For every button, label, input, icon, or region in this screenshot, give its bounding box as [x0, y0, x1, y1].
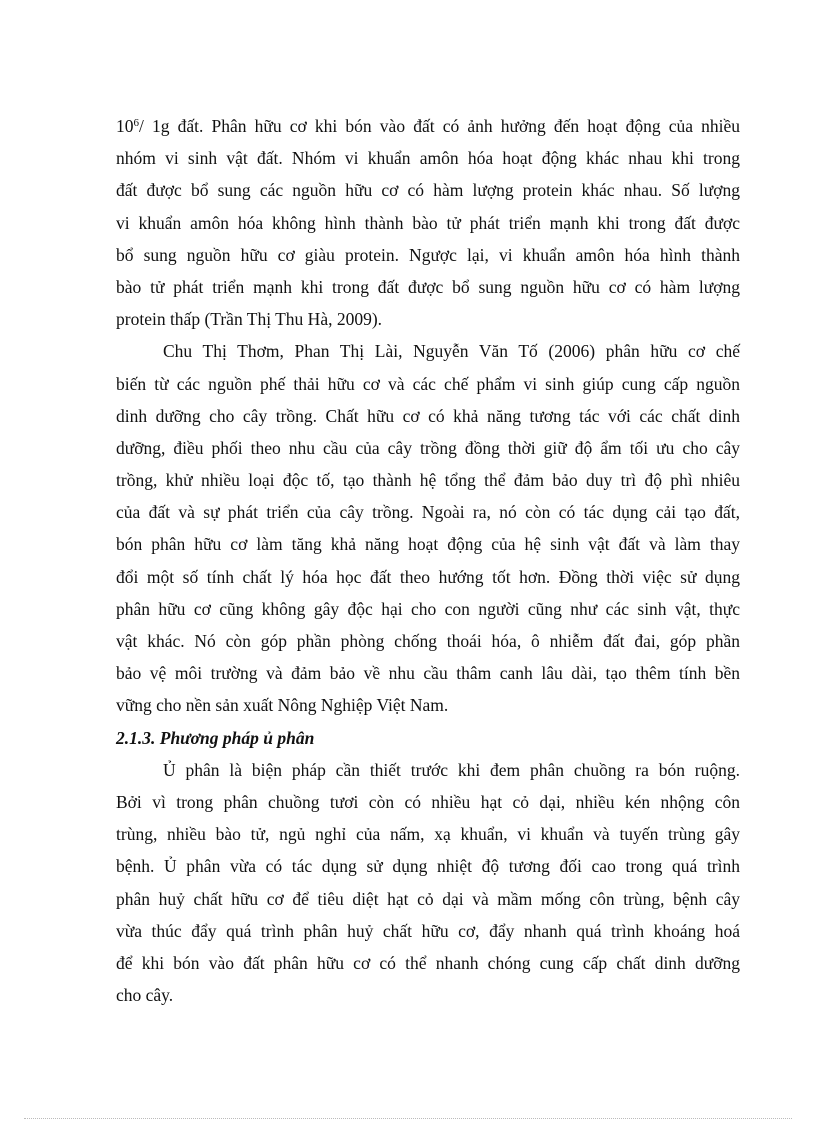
paragraph-line: protein thấp (Trần Thị Thu Hà, 2009). — [116, 309, 383, 330]
paragraph-line: vật khác. Nó còn góp phần phòng chống thoái hóa, ô nhiễm đất đai, góp phần — [116, 631, 740, 651]
exponent-superscript: 6 — [133, 117, 139, 129]
paragraph-line: vững cho nền sản xuất Nông Nghiệp Việt Nam. — [116, 695, 449, 716]
exponent-base: 10 — [116, 116, 134, 136]
paragraph-line: phân huỷ chất hữu cơ để tiêu diệt hạt cỏ dại và mầm mống côn trùng, bệnh cây — [116, 888, 740, 909]
paragraph-line: Ủ phân là biện pháp cần thiết trước khi đem phân chuồng ra bón ruộng. — [163, 759, 740, 780]
paragraph-line-text: / 1g đất. Phân hữu cơ khi bón vào đất có ảnh hưởng đến hoạt động của nhiều — [139, 116, 740, 136]
paragraph-line: trồng, khử nhiều loại độc tố, tạo thành hệ tổng thể đảm bảo duy trì độ phì nhiêu — [116, 470, 740, 491]
paragraph-line: bổ sung nguồn hữu cơ giàu protein. Ngược lại, vi khuẩn amôn hóa hình thành — [116, 244, 740, 265]
paragraph-line: nhóm vi sinh vật đất. Nhóm vi khuẩn amôn hóa hoạt động khác nhau khi trong — [116, 148, 740, 169]
paragraph-line: bào tử phát triển mạnh khi trong đất được bổ sung nguồn hữu cơ có hàm lượng — [116, 276, 740, 297]
page-bottom-divider — [24, 1118, 792, 1119]
paragraph-line: của đất và sự phát triển của cây trồng. Ngoài ra, nó còn có tác dụng cải tạo đất, — [116, 502, 740, 523]
paragraph-line: Bởi vì trong phân chuồng tươi còn có nhiều hạt cỏ dại, nhiều kén nhộng côn — [116, 791, 740, 812]
paragraph-line: dinh dưỡng cho cây trồng. Chất hữu cơ có khả năng tương tác với các chất dinh — [116, 405, 740, 426]
paragraph-2 — [116, 335, 740, 721]
paragraph-line: để khi bón vào đất phân hữu cơ có thể nhanh chóng cung cấp chất dinh dưỡng — [116, 952, 740, 973]
paragraph-line: đổi một số tính chất lý hóa học đất theo hướng tốt hơn. Đồng thời việc sử dụng — [116, 566, 740, 587]
paragraph-line: trùng, nhiều bào tử, ngủ nghỉ của nấm, xạ khuẩn, vi khuẩn và tuyến trùng gây — [116, 824, 740, 845]
document-page — [116, 110, 740, 1011]
section-heading: 2.1.3. Phương pháp ủ phân — [116, 727, 315, 748]
paragraph-line: đất được bổ sung các nguồn hữu cơ có hàm lượng protein khác nhau. Số lượng — [116, 180, 740, 201]
paragraph-3 — [116, 754, 740, 1012]
paragraph-line — [116, 110, 740, 142]
paragraph-line: phân hữu cơ cũng không gây độc hại cho con người cũng như các sinh vật, thực — [116, 598, 740, 619]
paragraph-line: bảo vệ môi trường và đảm bảo về nhu cầu thâm canh lâu dài, tạo thêm tính bền — [116, 663, 740, 684]
paragraph-line: vi khuẩn amôn hóa không hình thành bào tử phát triển mạnh khi trong đất được — [116, 212, 740, 233]
paragraph-line: vừa thúc đẩy quá trình phân huỷ chất hữu cơ, đẩy nhanh quá trình khoáng hoá — [116, 920, 740, 941]
paragraph-line: dưỡng, điều phối theo nhu cầu của cây trồng đồng thời giữ độ ẩm tối ưu cho cây — [116, 437, 740, 458]
paragraph-line: bệnh. Ủ phân vừa có tác dụng sử dụng nhiệt độ tương đối cao trong quá trình — [116, 856, 740, 877]
paragraph-line: cho cây. — [116, 985, 174, 1006]
paragraph-1 — [116, 110, 740, 335]
paragraph-line: Chu Thị Thơm, Phan Thị Lài, Nguyễn Văn Tố (2006) phân hữu cơ chế — [163, 341, 740, 362]
paragraph-line: biến từ các nguồn phế thải hữu cơ và các chế phẩm vi sinh giúp cung cấp nguồn — [116, 373, 740, 394]
paragraph-line: bón phân hữu cơ làm tăng khả năng hoạt động của hệ sinh vật đất và làm thay — [116, 534, 740, 555]
